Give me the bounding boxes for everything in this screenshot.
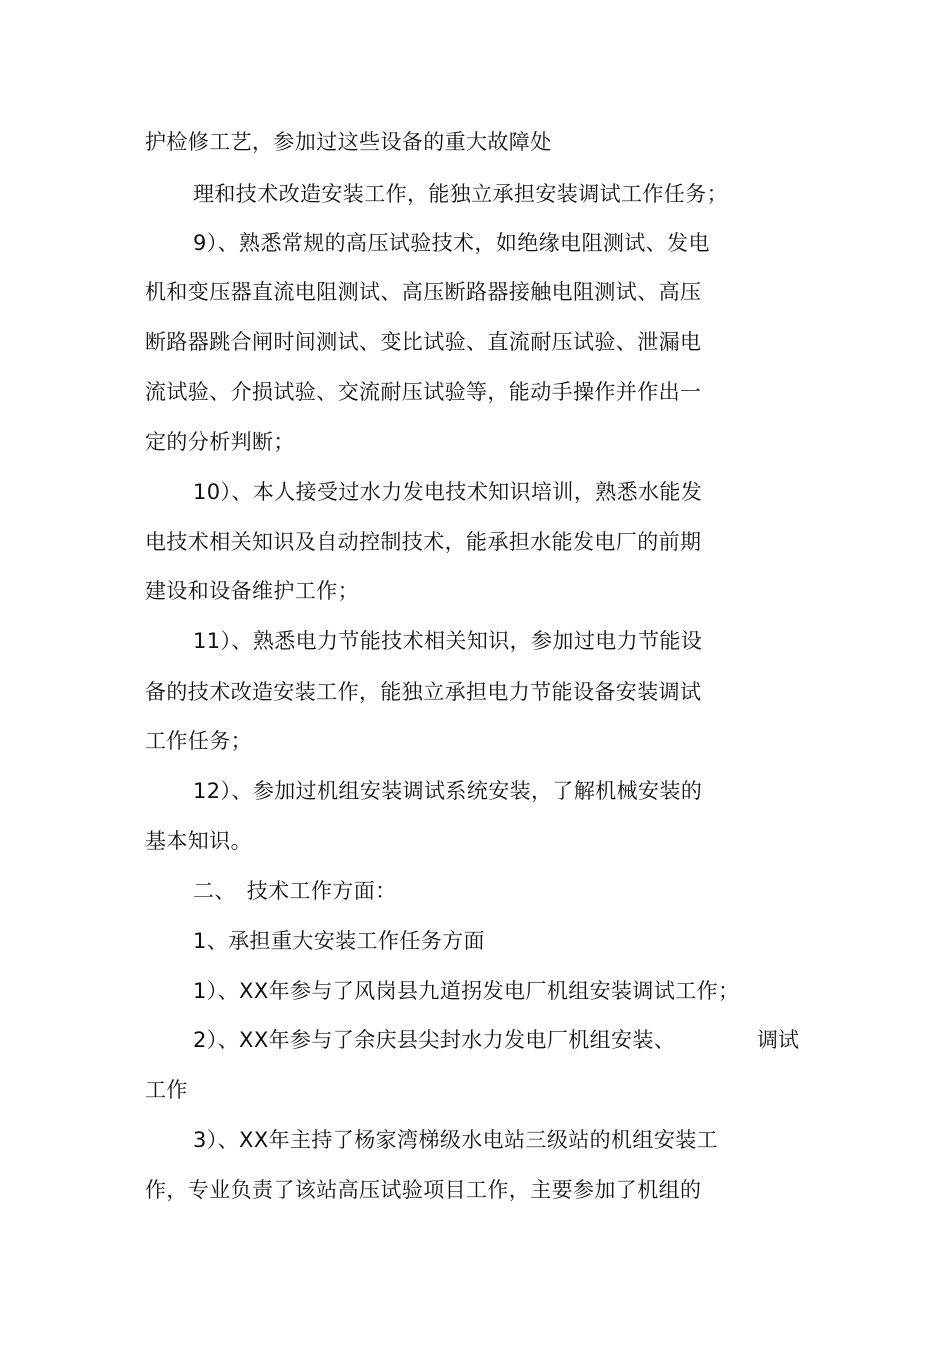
text-line: 电技术相关知识及自动控制技术，能承担水能发电厂的前期 — [145, 530, 702, 554]
text-line: 作，专业负责了该站高压试验项目工作，主要参加了机组的 — [145, 1178, 702, 1202]
text-line: 定的分析判断； — [145, 430, 295, 454]
text-line: 流试验、介损试验、交流耐压试验等，能动手操作并作出一 — [145, 380, 702, 404]
text-line: 建设和设备维护工作； — [145, 579, 359, 603]
text-line: 机和变压器直流电阻测试、高压断路器接触电阻测试、高压 — [145, 280, 702, 304]
text-line: 1）、XX年参与了风岗县九道拐发电厂机组安装调试工作； — [193, 979, 740, 1003]
text-line: 断路器跳合闸时间测试、变比试验、直流耐压试验、泄漏电 — [145, 330, 702, 354]
text-line: 理和技术改造安装工作，能独立承担安装调试工作任务； — [193, 182, 728, 206]
subsection-heading: 1、承担重大安装工作任务方面 — [193, 929, 485, 953]
text-line: 工作 — [145, 1078, 188, 1102]
text-line: 12）、参加过机组安装调试系统安装，了解机械安装的 — [193, 779, 703, 803]
text-line: 11）、熟悉电力节能技术相关知识，参加过电力节能设 — [193, 629, 703, 653]
text-line: 3）、XX年主持了杨家湾梯级水电站三级站的机组安装工 — [193, 1128, 719, 1152]
text-line: 基本知识。 — [145, 829, 252, 853]
text-line: 工作任务； — [145, 729, 252, 753]
text-line: 10）、本人接受过水力发电技术知识培训，熟悉水能发 — [193, 480, 703, 504]
text-line: 护检修工艺，参加过这些设备的重大故障处 — [145, 130, 552, 154]
text-line-trailing: 调试 — [757, 1028, 799, 1052]
text-line: 2）、XX年参与了余庆县尖封水力发电厂机组安装、 — [193, 1028, 676, 1052]
text-line: 9）、熟悉常规的高压试验技术，如绝缘电阻测试、发电 — [193, 231, 710, 255]
text-line: 备的技术改造安装工作，能独立承担电力节能设备安装调试 — [145, 680, 702, 704]
section-heading: 二、 技术工作方面： — [193, 879, 397, 903]
